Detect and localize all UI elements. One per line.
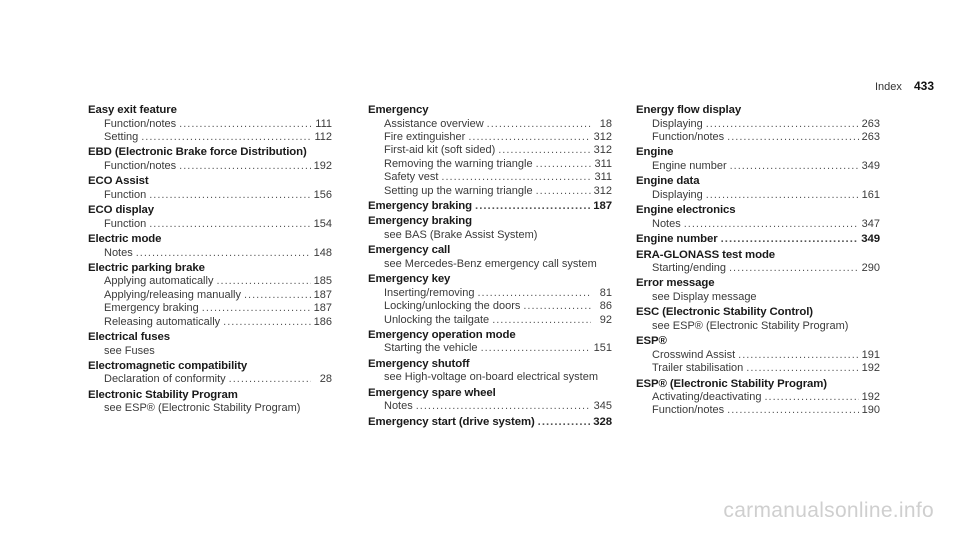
cross-reference[interactable]: see High-voltage on-board electrical system — [384, 371, 598, 384]
index-subentry[interactable] — [636, 118, 880, 131]
index-heading: ECO display — [88, 204, 154, 217]
index-heading: ESP® (Electronic Stability Program) — [636, 377, 827, 390]
leader-dots — [229, 373, 311, 386]
index-entry — [636, 334, 880, 375]
leader-dots — [468, 131, 590, 144]
subentry-label: Setting up the warning triangle — [384, 184, 533, 197]
index-heading: Electronic Stability Program — [88, 388, 238, 401]
subentry-label: Starting/ending — [652, 262, 726, 275]
page-ref[interactable]: 148 — [313, 246, 332, 259]
leader-dots — [478, 287, 592, 300]
page-ref[interactable]: 312 — [593, 144, 612, 157]
page-ref[interactable]: 92 — [599, 313, 612, 326]
page-ref[interactable]: 185 — [313, 275, 332, 288]
page-ref[interactable]: 192 — [861, 391, 880, 404]
leader-dots — [721, 232, 859, 247]
index-entry — [88, 103, 332, 144]
page-ref[interactable]: 312 — [593, 130, 612, 143]
page-ref[interactable]: 311 — [594, 171, 612, 184]
page-ref[interactable]: 111 — [315, 117, 332, 130]
index-subentry[interactable] — [368, 118, 612, 131]
subentry-label: Engine number — [652, 159, 727, 172]
page-ref[interactable]: 349 — [861, 159, 880, 172]
cross-reference[interactable]: see Mercedes-Benz emergency call system — [384, 257, 597, 270]
page-ref[interactable]: 18 — [599, 117, 612, 130]
index-entry — [88, 145, 332, 173]
leader-dots — [481, 342, 591, 355]
subentry-label: Function/notes — [652, 404, 725, 417]
index-entry — [636, 174, 880, 202]
subentry-label: Releasing automatically — [104, 315, 221, 328]
index-heading: Electric mode — [88, 233, 162, 246]
heading-label: Emergency start (drive system) — [368, 415, 535, 428]
subentry-label: Applying automatically — [104, 275, 214, 288]
leader-dots — [684, 218, 859, 231]
watermark: carmanualsonline.info — [723, 499, 934, 522]
subentry-label: Inserting/removing — [384, 286, 475, 299]
page-header — [875, 79, 934, 93]
index-entry — [636, 145, 880, 173]
leader-dots — [149, 189, 310, 202]
leader-dots — [706, 118, 859, 131]
index-heading: Engine data — [636, 175, 700, 188]
subentry-label: Notes — [104, 246, 133, 259]
index-subentry[interactable] — [368, 314, 612, 327]
index-heading: Engine — [636, 146, 674, 159]
leader-dots — [149, 218, 310, 231]
index-subentry[interactable] — [368, 144, 612, 157]
index-entry — [636, 203, 880, 231]
subentry-label: Removing the warning triangle — [384, 157, 533, 170]
index-column-1 — [88, 103, 332, 417]
subentry-label: Declaration of conformity — [104, 373, 226, 386]
index-heading: Emergency braking — [368, 215, 473, 228]
page-ref[interactable]: 112 — [314, 130, 332, 143]
index-heading: Emergency operation mode — [368, 328, 516, 341]
index-entry — [368, 328, 612, 356]
leader-dots — [487, 118, 591, 131]
index-entry — [88, 203, 332, 231]
index-entry — [636, 377, 880, 418]
cross-reference[interactable]: see ESP® (Electronic Stability Program) — [104, 402, 301, 415]
index-entry — [636, 232, 880, 247]
index-subentry[interactable] — [636, 160, 880, 173]
page-ref[interactable]: 81 — [599, 286, 612, 299]
cross-reference[interactable]: see BAS (Brake Assist System) — [384, 228, 538, 241]
index-subentry[interactable] — [88, 160, 332, 173]
subentry-label: Displaying — [652, 117, 703, 130]
index-entry — [368, 199, 612, 214]
index-heading: ECO Assist — [88, 175, 149, 188]
leader-dots — [538, 415, 591, 430]
index-subentry[interactable] — [88, 131, 332, 144]
subentry-label: Applying/releasing manually — [104, 288, 241, 301]
index-subentry[interactable] — [88, 302, 332, 315]
index-heading: Engine electronics — [636, 204, 736, 217]
index-heading: Emergency call — [368, 244, 451, 257]
index-entry — [368, 243, 612, 271]
index-entry — [88, 174, 332, 202]
index-column-2 — [368, 103, 612, 430]
index-entry — [88, 232, 332, 260]
subentry-label: Safety vest — [384, 171, 439, 184]
cross-reference[interactable]: see ESP® (Electronic Stability Program) — [652, 319, 849, 332]
index-heading: Electric parking brake — [88, 261, 205, 274]
index-heading: Easy exit feature — [88, 104, 177, 116]
page-ref[interactable]: 192 — [313, 159, 332, 172]
subentry-label: Fire extinguisher — [384, 130, 466, 143]
page-ref[interactable]: 311 — [594, 157, 612, 170]
page-ref[interactable]: 290 — [861, 262, 880, 275]
leader-dots — [492, 314, 591, 327]
leader-dots — [764, 391, 858, 404]
leader-dots — [706, 189, 859, 202]
index-subentry[interactable] — [636, 391, 880, 404]
index-heading: ESP® — [636, 335, 667, 348]
page-ref[interactable]: 161 — [861, 188, 880, 201]
page-ref[interactable]: 154 — [313, 217, 332, 230]
page-number: 433 — [913, 79, 934, 93]
index-subentry[interactable] — [368, 185, 612, 198]
page-ref[interactable]: 156 — [313, 188, 332, 201]
index-subentry[interactable] — [88, 118, 332, 131]
page-ref[interactable]: 86 — [599, 300, 612, 313]
subentry-label: Locking/unlocking the doors — [384, 300, 521, 313]
index-heading: Error message — [636, 277, 715, 290]
index-heading: Emergency key — [368, 273, 451, 286]
index-heading: EBD (Electronic Brake force Distribution) — [88, 146, 307, 159]
page-ref[interactable]: 192 — [861, 362, 880, 375]
leader-dots — [727, 131, 858, 144]
leader-dots — [441, 171, 591, 184]
index-entry — [368, 386, 612, 414]
page-ref[interactable]: 151 — [593, 342, 612, 355]
subentry-label: Displaying — [652, 188, 703, 201]
index-heading: Energy flow display — [636, 104, 742, 116]
index-entry — [88, 388, 332, 416]
leader-dots — [141, 131, 311, 144]
index-subentry[interactable] — [368, 131, 612, 144]
index-heading: Emergency spare wheel — [368, 386, 496, 399]
page-ref[interactable]: 187 — [313, 302, 332, 315]
index-subentry[interactable] — [88, 289, 332, 302]
index-heading: Emergency shutoff — [368, 357, 470, 370]
index-heading[interactable] — [368, 199, 612, 214]
page-ref[interactable]: 347 — [861, 217, 880, 230]
heading-label: Engine number — [636, 233, 718, 246]
leader-dots — [729, 262, 859, 275]
subentry-label: Setting — [104, 130, 139, 143]
index-entry — [88, 359, 332, 387]
subentry-label: Function/notes — [104, 159, 177, 172]
subentry-label: Activating/deactivating — [652, 391, 762, 404]
index-entry — [636, 276, 880, 304]
leader-dots — [746, 362, 858, 375]
index-entry — [368, 357, 612, 385]
leader-dots — [223, 316, 310, 329]
index-heading: ERA-GLONASS test mode — [636, 248, 776, 261]
index-subentry[interactable] — [368, 287, 612, 300]
index-entry — [636, 103, 880, 144]
leader-dots — [416, 400, 591, 413]
index-subentry[interactable] — [368, 171, 612, 184]
page-ref[interactable]: 187 — [313, 288, 332, 301]
leader-dots — [523, 300, 591, 313]
subentry-label: First-aid kit (soft sided) — [384, 144, 496, 157]
index-entry — [636, 248, 880, 276]
index-subentry[interactable] — [636, 131, 880, 144]
page-ref[interactable]: 328 — [593, 415, 612, 428]
index-subentry[interactable] — [368, 342, 612, 355]
page-ref[interactable]: 263 — [861, 130, 880, 143]
subentry-label: Function — [104, 217, 147, 230]
index-subentry[interactable] — [636, 189, 880, 202]
subentry-label: Emergency braking — [104, 302, 199, 315]
index-subentry[interactable] — [88, 189, 332, 202]
leader-dots — [730, 160, 859, 173]
leader-dots — [202, 302, 311, 315]
page-ref[interactable]: 191 — [861, 348, 880, 361]
index-subentry[interactable] — [636, 349, 880, 362]
index-subentry[interactable] — [368, 400, 612, 413]
index-heading: ESC (Electronic Stability Control) — [636, 306, 813, 319]
leader-dots — [498, 144, 590, 157]
page-ref[interactable]: 349 — [861, 233, 880, 246]
subentry-label: Starting the vehicle — [384, 342, 478, 355]
index-entry — [368, 103, 612, 198]
index-entry — [88, 330, 332, 358]
index-heading[interactable] — [368, 415, 612, 430]
index-subentry[interactable] — [636, 262, 880, 275]
leader-dots — [475, 199, 590, 214]
index-heading: Electromagnetic compatibility — [88, 359, 248, 372]
subentry-label: Unlocking the tailgate — [384, 313, 490, 326]
leader-dots — [179, 160, 310, 173]
heading-label: Emergency braking — [368, 199, 473, 212]
subentry-label: Function — [104, 188, 147, 201]
index-column-3 — [636, 103, 880, 419]
page-ref[interactable]: 28 — [319, 373, 332, 386]
index-subentry[interactable] — [368, 300, 612, 313]
cross-reference[interactable]: see Display message — [652, 290, 757, 303]
index-subentry[interactable] — [88, 316, 332, 329]
page-ref[interactable]: 187 — [593, 199, 612, 212]
subentry-label: Notes — [652, 217, 681, 230]
page-ref[interactable]: 263 — [861, 117, 880, 130]
index-entry — [88, 261, 332, 329]
section-title: Index — [874, 81, 902, 93]
cross-reference[interactable]: see Fuses — [104, 344, 155, 357]
index-heading: Electrical fuses — [88, 331, 170, 344]
subentry-label: Notes — [384, 400, 413, 413]
index-heading: Emergency — [368, 104, 429, 116]
leader-dots — [179, 118, 311, 131]
leader-dots — [738, 349, 859, 362]
subentry-label: Function/notes — [104, 117, 177, 130]
index-subentry[interactable] — [88, 218, 332, 231]
page-ref[interactable]: 345 — [593, 400, 612, 413]
index-heading[interactable] — [636, 232, 880, 247]
leader-dots — [536, 158, 591, 171]
index-subentry[interactable] — [88, 373, 332, 386]
index-entry — [368, 415, 612, 430]
index-entry — [368, 214, 612, 242]
subentry-label: Assistance overview — [384, 117, 484, 130]
leader-dots — [136, 247, 311, 260]
leader-dots — [727, 404, 858, 417]
index-subentry[interactable] — [636, 404, 880, 417]
index-subentry[interactable] — [368, 158, 612, 171]
leader-dots — [536, 185, 591, 198]
leader-dots — [216, 275, 310, 288]
page-ref[interactable]: 186 — [313, 315, 332, 328]
index-subentry[interactable] — [636, 362, 880, 375]
page-ref[interactable]: 190 — [861, 404, 880, 417]
index-subentry[interactable] — [88, 247, 332, 260]
subentry-label: Crosswind Assist — [652, 348, 736, 361]
index-entry — [368, 272, 612, 327]
index-subentry[interactable] — [88, 275, 332, 288]
page-ref[interactable]: 312 — [593, 184, 612, 197]
index-subentry[interactable] — [636, 218, 880, 231]
index-entry — [636, 305, 880, 333]
subentry-label: Function/notes — [652, 130, 725, 143]
leader-dots — [244, 289, 311, 302]
subentry-label: Trailer stabilisation — [652, 362, 744, 375]
